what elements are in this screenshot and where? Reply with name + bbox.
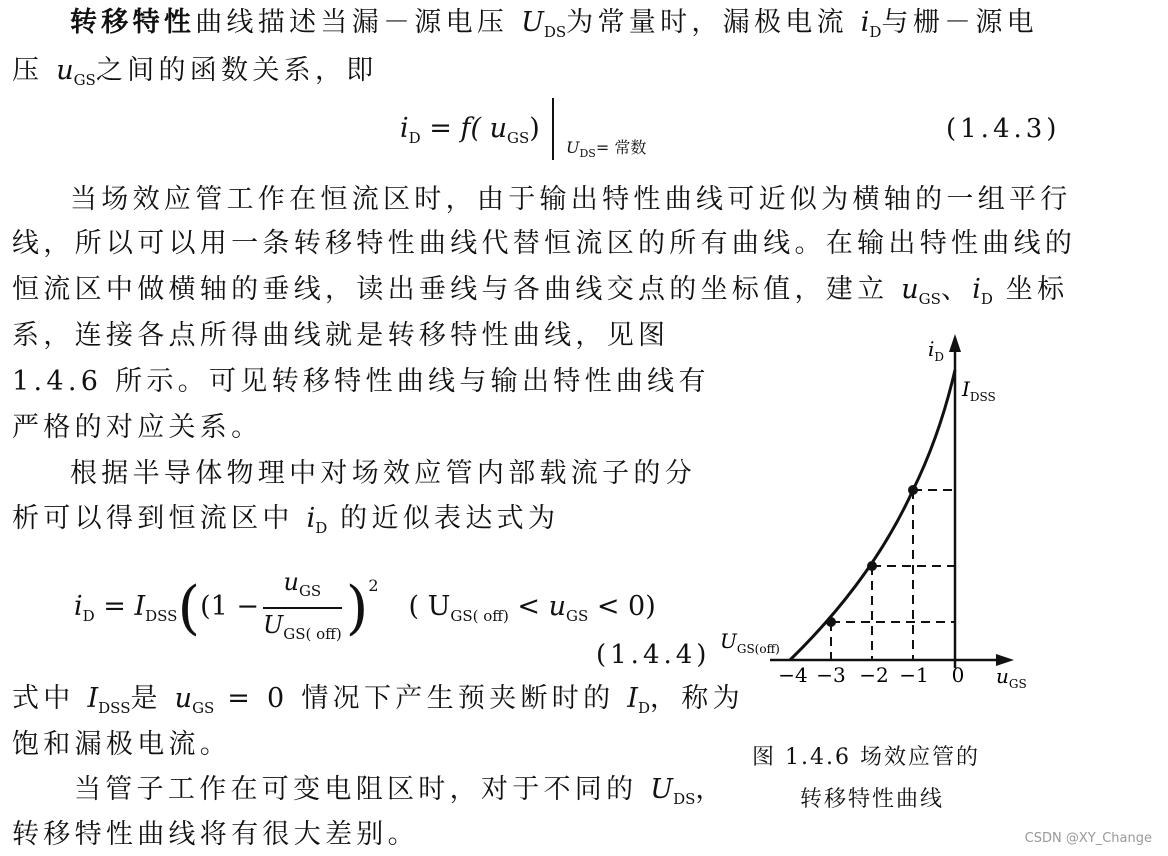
para4-line2: 饱和漏极电流。 <box>12 729 232 760</box>
x-axis-label: $u_{GS}$ <box>996 664 1027 691</box>
tick-neg4: −4 <box>778 663 808 687</box>
para2-line4: 系，连接各点所得曲线就是转移特性曲线，见图 <box>12 320 670 351</box>
transfer-characteristic-figure <box>700 330 1040 700</box>
figure-caption-line1: 图 1.4.6 场效应管的 <box>752 745 980 770</box>
para2-line1: 当场效应管工作在恒流区时，由于输出特性曲线可近似为横轴的一组平行 <box>70 184 1072 215</box>
equation-1-4-3: $i_D = f$( $u_{GS}$) <box>400 113 540 147</box>
equation-number-1-4-4: (1.4.4) <box>596 640 711 670</box>
fraction: $\frac{u_{GS}}{U_{GS( off)}}$ <box>263 567 342 643</box>
watermark: CSDN @XY_Change <box>1024 831 1152 846</box>
point-neg2 <box>867 561 877 571</box>
tick-neg1: −1 <box>899 663 929 687</box>
para1-line1: 转移特性曲线描述当漏－源电压 $U_{DS}$为常量时，漏极电流 $i_D$与栅－源电 <box>70 7 1038 41</box>
idss-label: $I_{DSS}$ <box>962 377 996 404</box>
para3-line1: 根据半导体物理中对场效应管内部载流子的分 <box>70 458 696 489</box>
tick-0: 0 <box>951 663 965 687</box>
para2-line3: 恒流区中做横轴的垂线，读出垂线与各曲线交点的坐标值，建立 $u_{GS}$、$i_D$ 坐标 <box>12 274 1069 308</box>
para5-line1: 当管子工作在可变电阻区时，对于不同的 $U_{DS}$， <box>74 774 727 808</box>
para4-line1: 式中 $I_{DSS}$是 $u_{GS} = 0$ 情况下产生预夹断时的 $I_D$，称为 <box>12 683 744 717</box>
equation-1-4-3-condition: $U_{DS}=$ 常数 <box>566 138 647 160</box>
equation-number-1-4-3: (1.4.3) <box>946 114 1061 144</box>
point-neg3 <box>826 617 836 627</box>
point-neg1 <box>908 485 918 495</box>
para3-line2: 析可以得到恒流区中 $i_D$ 的近似表达式为 <box>12 503 560 537</box>
para2-line2: 线，所以可以用一条转移特性曲线代替恒流区的所有曲线。在输出特性曲线的 <box>12 228 1077 259</box>
term-transfer-characteristic: 转移特性 <box>70 7 196 38</box>
y-axis-label: $i_D$ <box>928 337 945 364</box>
y-axis-arrow <box>949 334 961 352</box>
figure-caption-line2: 转移特性曲线 <box>800 787 945 812</box>
ugsoff-label: $U_{GS(off)}$ <box>720 629 780 656</box>
para2-line5: 1.4.6 所示。可见转移特性曲线与输出特性曲线有 <box>12 366 710 397</box>
equation-1-4-4: $i_D = I_{DSS}((1$ − $\frac{u_{GS}}{U_{GS( off)}}$ )$^2$( $U_{GS( off)} < u_{GS} < 0$) <box>74 556 656 648</box>
tick-neg3: −3 <box>816 663 846 687</box>
para1-line2: 压 $u_{GS}$之间的函数关系，即 <box>12 55 378 89</box>
para2-line6: 严格的对应关系。 <box>12 412 263 443</box>
evaluation-bar <box>552 98 554 160</box>
para5-line2: 转移特性曲线将有很大差别。 <box>12 819 419 850</box>
tick-neg2: −2 <box>859 663 889 687</box>
